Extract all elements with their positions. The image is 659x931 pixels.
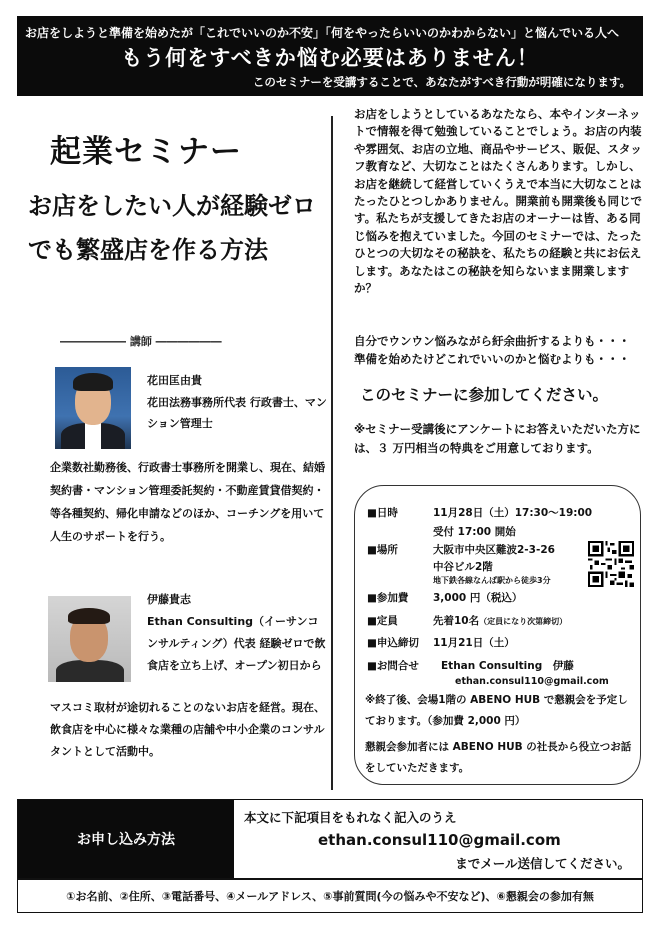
application-label: お申し込み方法 (18, 800, 234, 878)
place-access-note: 地下鉄各線なんば駅から徒歩3分 (433, 576, 551, 585)
application-email[interactable]: ethan.consul110@gmail.com (318, 831, 561, 849)
lecturer2-info (147, 589, 327, 677)
lecturer2-bio: マスコミ取材が途切れることのないお店を経営。現在、飲食店を中心に様々な業種の店舗や中小企業のコンサルタントとして活動中。 (50, 701, 325, 758)
date-value: 11月28日（土）17:30～19:00 (433, 507, 593, 519)
lecturer1-name: 花田匡由貴 (147, 374, 202, 387)
lecturer1-title: 花田法務事務所代表 行政書士、マンション管理士 (147, 395, 327, 430)
place-address: 大阪市中央区難波2-3-26 (433, 544, 555, 556)
contact-email[interactable]: ethan.consul110@gmail.com (455, 676, 609, 687)
qr-code-icon[interactable] (588, 541, 634, 587)
lecturer1-info (147, 370, 327, 435)
intro-paragraph: お店をしようとしているあなたなら、本やインターネットで情報を得て勉強していることでしょう。お店の内装や雰囲気、お店の立地、商品やサービス、販促、スタッフ教育など、大切なことはたくさんあります。しかし、お店を継続して経営していくうえで本当に大切なことはたったひとつしかありません。開業前も開業後も同じです。私たちが支援してきたお店のオーナーは皆、ある同じ悩みを抱えていました。今回のセミナーでは、たったひとつの大切なその秘訣を、私たちの経験と共にお伝えします。あなたはこの秘訣を知らないまま開業しますか？ (354, 107, 642, 296)
place-label: ■場所 (367, 544, 398, 556)
struggle-line-2: 準備を始めたけどこれでいいのかと悩むよりも・・・ (354, 351, 630, 366)
party-note-2: 懇親会参加者には ABENO HUB の社長から役立つお話をしていただきます。 (365, 741, 632, 774)
column-divider (331, 116, 333, 790)
party-note: ※終了後、会場1階の ABENO HUB で懇親会を予定しております。（参加費 2,000 円） (365, 694, 628, 727)
deadline-label: ■申込締切 (367, 637, 419, 649)
lecturer1-photo (55, 367, 131, 449)
lecturer2-name: 伊藤貴志 (147, 593, 191, 606)
fee-value: 3,000 円（税込） (433, 592, 523, 604)
place-building: 中谷ビル2階 (433, 561, 493, 573)
lecturer2-photo (48, 596, 131, 682)
banner-subline: このセミナーを受講することで、あなたがすべき行動が明確になります。 (252, 75, 631, 89)
capacity-label: ■定員 (367, 615, 398, 627)
required-items: ①お名前、②住所、③電話番号、④メールアドレス、⑤事前質問(今の悩みや不安など)、⑥懇親会の参加有無 (17, 879, 643, 913)
capacity-note: （定員になり次第締切） (479, 617, 568, 626)
page-subtitle: お店をしたい人が経験ゼロでも繁盛店を作る方法 (28, 192, 316, 264)
bonus-note: ※セミナー受講後にアンケートにお答えいただいた方には、３ 万円相当の特典をご用意しております。 (354, 422, 641, 455)
application-instruction: 本文に下記項目をもれなく記入のうえ (244, 810, 457, 825)
top-banner (17, 16, 643, 96)
deadline-value: 11月21日（土） (433, 637, 515, 649)
capacity-value (433, 613, 567, 628)
fee-label: ■参加費 (367, 592, 409, 604)
reception-time: 受付 17:00 開始 (433, 526, 516, 538)
page-title: 起業セミナー (50, 134, 242, 170)
date-label: ■日時 (367, 507, 398, 519)
struggle-lines (354, 333, 644, 368)
lecturer-heading: ―――――― 講師 ―――――― (60, 335, 222, 348)
application-box (17, 799, 643, 879)
lecturer1-bio: 企業数社勤務後、行政書士事務所を開業し、現在、結婚契約書・マンション管理委託契約・不動産賃貸借契約・等各種契約、帰化申請などのほか、コーチングを用いて人生のサポートを行う。 (50, 461, 325, 543)
banner-headline: もう何をすべきか悩む必要はありません！ (121, 46, 539, 70)
contact-label: ■お問合せ (367, 660, 419, 672)
struggle-line-1: 自分でウンウン悩みながら紆余曲折するよりも・・・ (354, 334, 630, 348)
banner-intro: お店をしようと準備を始めたが「これでいいのか不安」「何をやったらいいのかわからない」と悩んでいる人へ (25, 26, 620, 40)
lecturer2-title: Ethan Consulting（イーサンコンサルティング）代表 経験ゼロで飲食店を立ち上げ、オープン初日から (147, 615, 326, 672)
event-info-box (354, 485, 641, 785)
application-send-note: までメール送信してください。 (455, 856, 630, 871)
capacity-number: 先着10名 (433, 615, 480, 627)
call-to-action: このセミナーに参加してください。 (360, 386, 609, 404)
contact-value: Ethan Consulting 伊藤 (441, 660, 574, 672)
